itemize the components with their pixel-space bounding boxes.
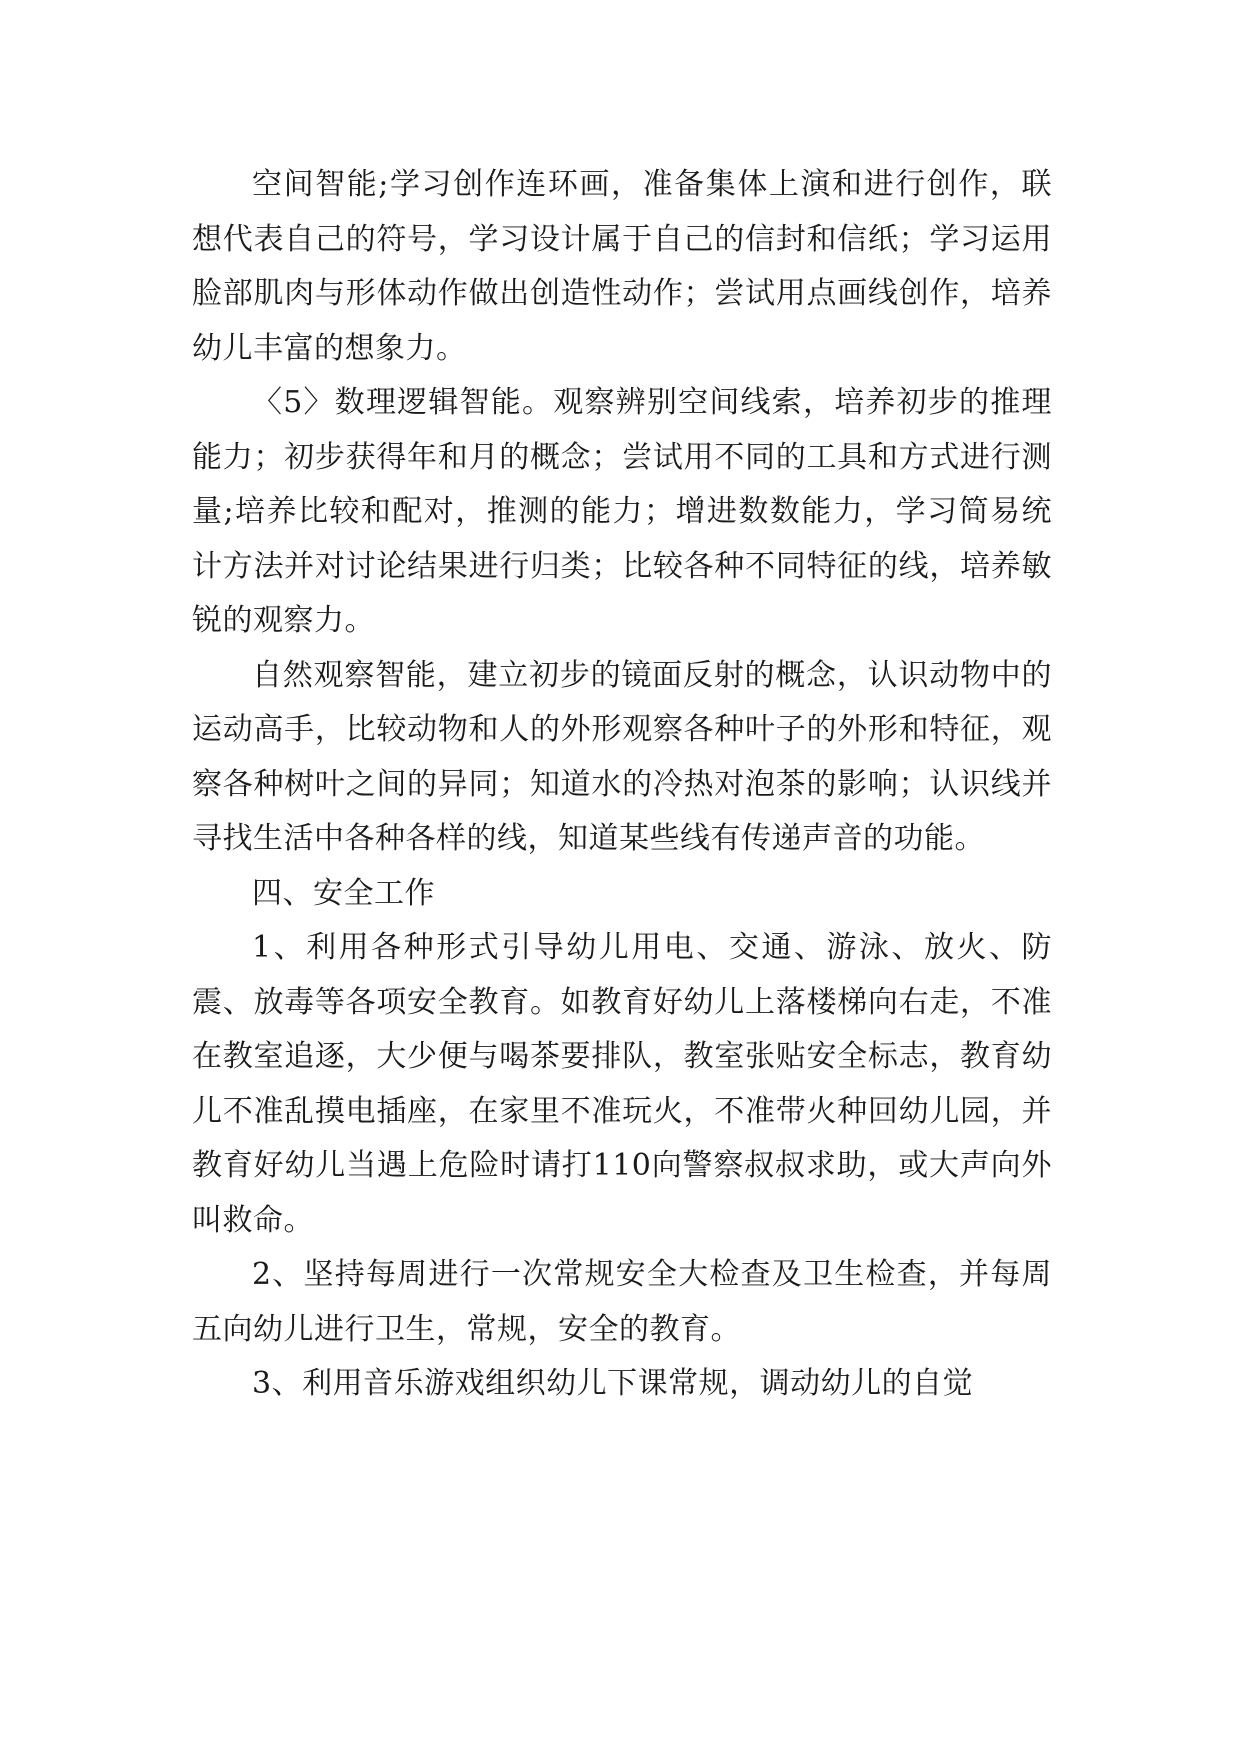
paragraph-safety-item-1: 1、利用各种形式引导幼儿用电、交通、游泳、放火、防震、放毒等各项安全教育。如教育好幼儿上落楼梯向右走，不准在教室追逐，大少便与喝茶要排队，教室张贴安全标志，教育幼儿不准乱摸电插座，在家里不准玩火，不准带火种回幼儿园，并教育好幼儿当遇上危险时请打110向警察叔叔求助，或大声向外叫救命。: [192, 930, 1052, 1238]
paragraph-spatial-intelligence: 空间智能;学习创作连环画，准备集体上演和进行创作，联想代表自己的符号，学习设计属于自己的信封和信纸；学习运用脸部肌肉与形体动作做出创造性动作；尝试用点画线创作，培养幼儿丰富的想象力。: [192, 167, 1052, 366]
paragraph-naturalist-intelligence: 自然观察智能，建立初步的镜面反射的概念，认识动物中的运动高手，比较动物和人的外形观察各种叶子的外形和特征，观察各种树叶之间的异同；知道水的冷热对泡茶的影响；认识线并寻找生活中各种各样的线，知道某些线有传递声音的功能。: [192, 657, 1052, 856]
paragraph-safety-item-2: 2、坚持每周进行一次常规安全大检查及卫生检查，并每周五向幼儿进行卫生，常规，安全的教育。: [192, 1257, 1052, 1347]
paragraph-logical-math-intelligence: 〈5〉数理逻辑智能。观察辨别空间线索，培养初步的推理能力；初步获得年和月的概念；尝试用不同的工具和方式进行测量;培养比较和配对，推测的能力；增进数数能力，学习简易统计方法并对讨论结果进行归类；比较各种不同特征的线，培养敏锐的观察力。: [192, 385, 1052, 638]
document-body: [192, 158, 1052, 1412]
section-heading-safety-work: 四、安全工作: [252, 875, 435, 911]
paragraph-safety-item-3: 3、利用音乐游戏组织幼儿下课常规，调动幼儿的自觉: [252, 1366, 974, 1401]
